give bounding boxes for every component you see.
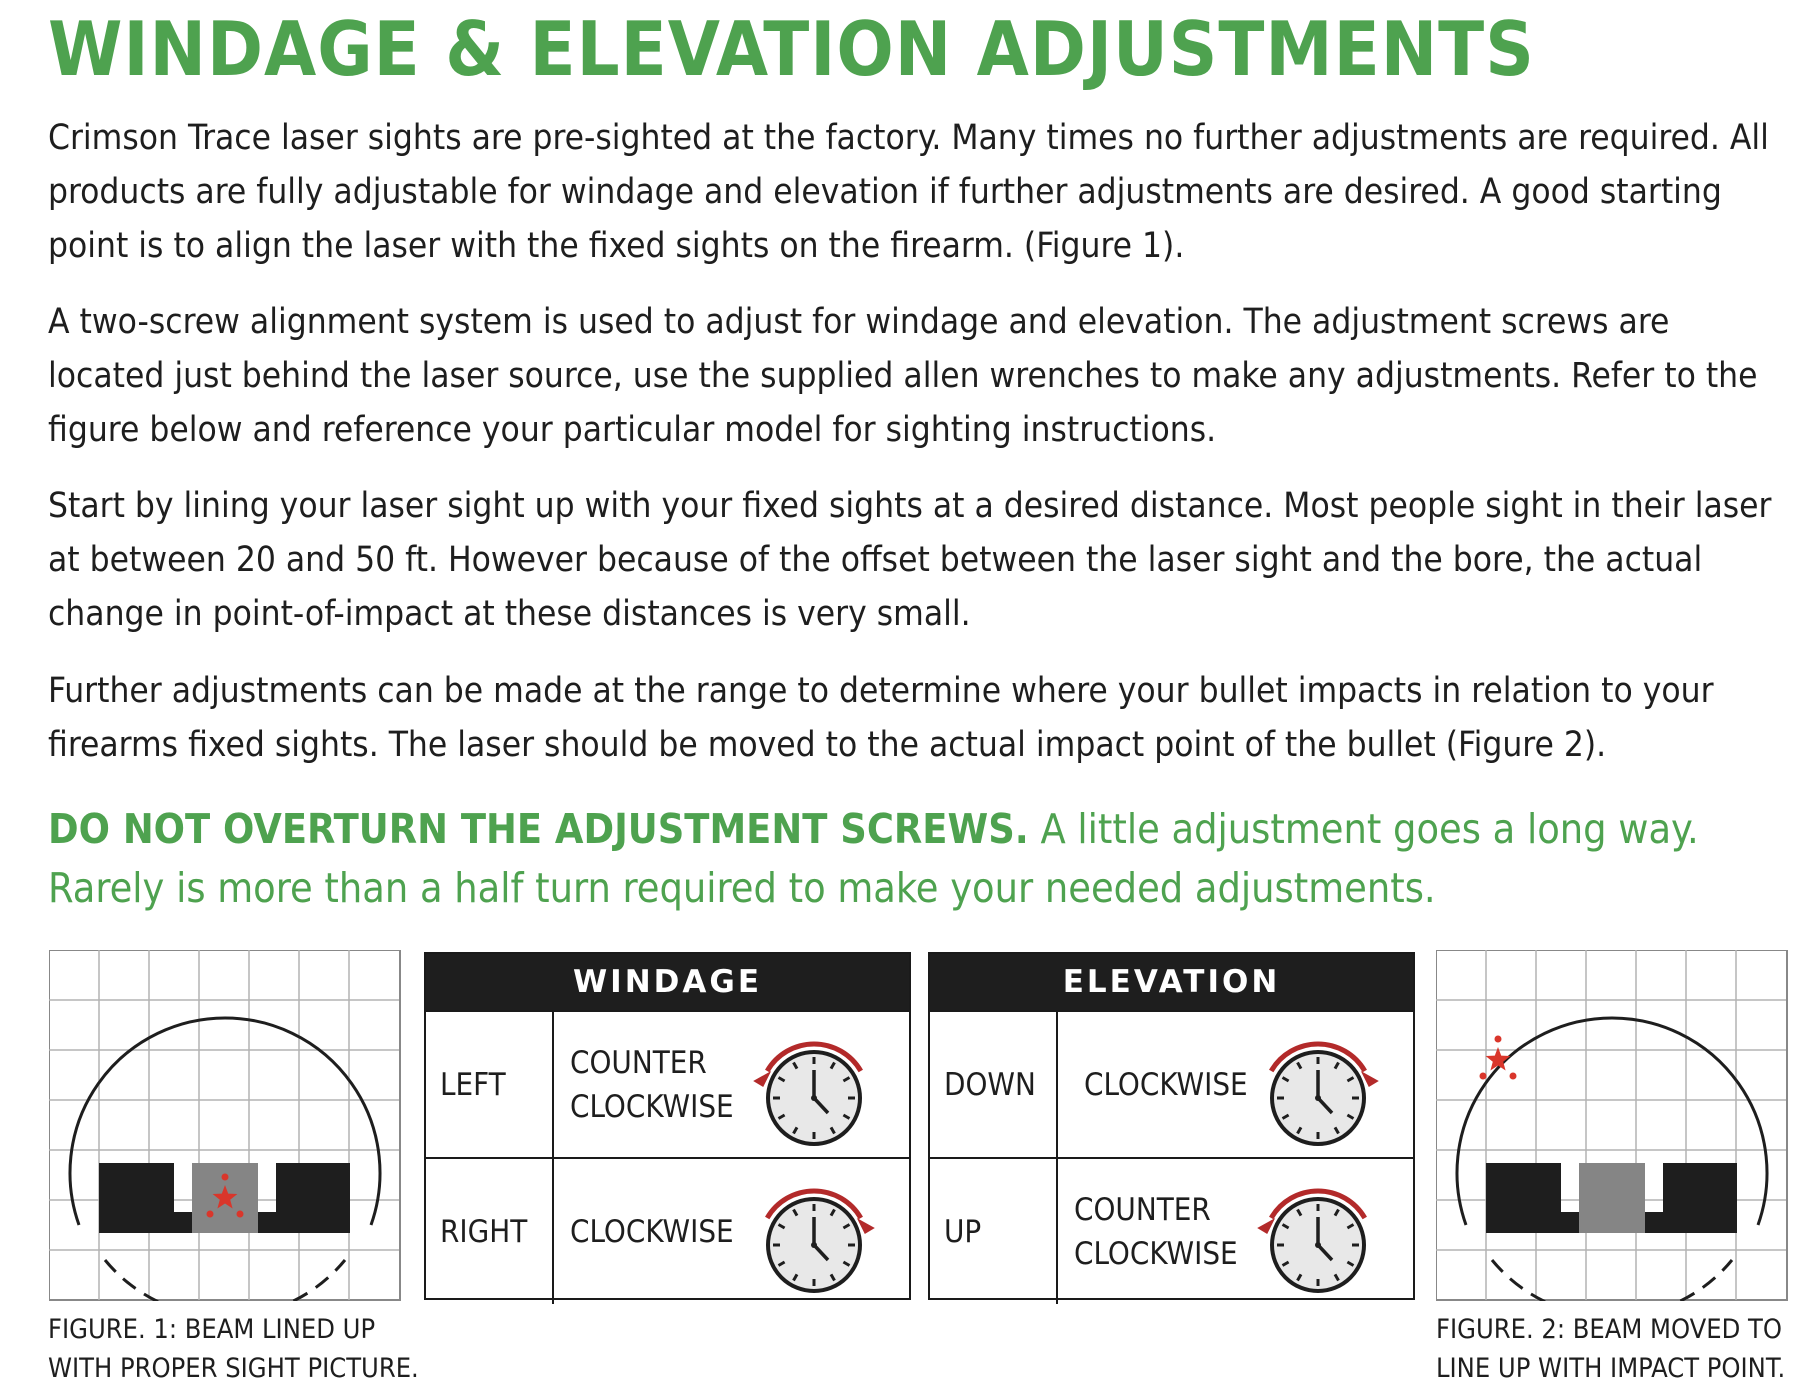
windage-action-left: COUNTER CLOCKWISE	[570, 1044, 734, 1125]
figure-1-sight-picture	[49, 950, 401, 1301]
paragraph-range: Further adjustments can be made at the range to determine where your bullet impacts in relation to your firearms fixed sights. The laser should be moved to the actual impact point of the bullet (Figure 2).	[48, 671, 1714, 765]
overturn-warning	[48, 800, 1808, 918]
windage-table	[424, 952, 911, 1300]
warning-bold: DO NOT OVERTURN THE ADJUSTMENT SCREWS.	[48, 805, 1029, 853]
grid-border	[49, 950, 400, 1300]
elevation-row-up	[930, 1157, 1413, 1304]
elevation-direction-down: DOWN	[930, 1012, 1058, 1157]
warning-text: A little adjustment goes a long way. Rarely is more than a half turn required to make your needed adjustments.	[48, 805, 1699, 912]
elevation-header: ELEVATION	[930, 954, 1413, 1010]
counterclockwise-clock-icon	[1257, 1167, 1379, 1297]
paragraph-intro: Crimson Trace laser sights are pre-sighted at the factory. Many times no further adjustments are required. All products are fully adjustable for windage and elevation if further adjustments are desired. A good starting point is to align the laser with the fixed sights on the firearm. (Figure 1).	[48, 118, 1769, 266]
windage-direction-right: RIGHT	[426, 1159, 554, 1304]
elevation-action-up: COUNTER CLOCKWISE	[1074, 1191, 1238, 1272]
figure-1-caption-line-1: FIGURE. 1: BEAM LINED UP	[48, 1314, 376, 1345]
clockwise-clock-icon	[753, 1167, 875, 1297]
elevation-table	[928, 952, 1415, 1300]
counterclockwise-clock-icon	[753, 1020, 875, 1150]
elevation-row-down	[930, 1010, 1413, 1157]
windage-row-right	[426, 1157, 909, 1304]
clockwise-clock-icon	[1257, 1020, 1379, 1150]
figure-2-impact-point	[1436, 950, 1788, 1301]
windage-row-left	[426, 1010, 909, 1157]
grid-border	[1436, 950, 1787, 1300]
figure-2-caption-line-1: FIGURE. 2: BEAM MOVED TO	[1436, 1314, 1782, 1345]
paragraph-screw-system: A two-screw alignment system is used to adjust for windage and elevation. The adjustment screws are located just behind the laser source, use the supplied allen wrenches to make any adjustments. Refer to the figure below and reference your particular model for sighting instructions.	[48, 302, 1758, 450]
windage-header: WINDAGE	[426, 954, 909, 1010]
elevation-direction-up: UP	[930, 1159, 1058, 1304]
figure-1-caption-line-2: WITH PROPER SIGHT PICTURE.	[48, 1353, 419, 1384]
elevation-action-down: CLOCKWISE	[1084, 1066, 1248, 1103]
figure-2-caption-line-2: LINE UP WITH IMPACT POINT.	[1436, 1353, 1786, 1384]
paragraph-distance: Start by lining your laser sight up with your fixed sights at a desired distance. Most people sight in their laser at between 20 and 50 ft. However because of the offset between the laser sight and the bore, the actual change in point-of-impact at these distances is very small.	[48, 486, 1772, 634]
front-sight	[1579, 1163, 1645, 1233]
page-title: WINDAGE & ELEVATION ADJUSTMENTS	[48, 5, 1535, 93]
windage-direction-left: LEFT	[426, 1012, 554, 1157]
windage-action-right: CLOCKWISE	[570, 1213, 734, 1250]
